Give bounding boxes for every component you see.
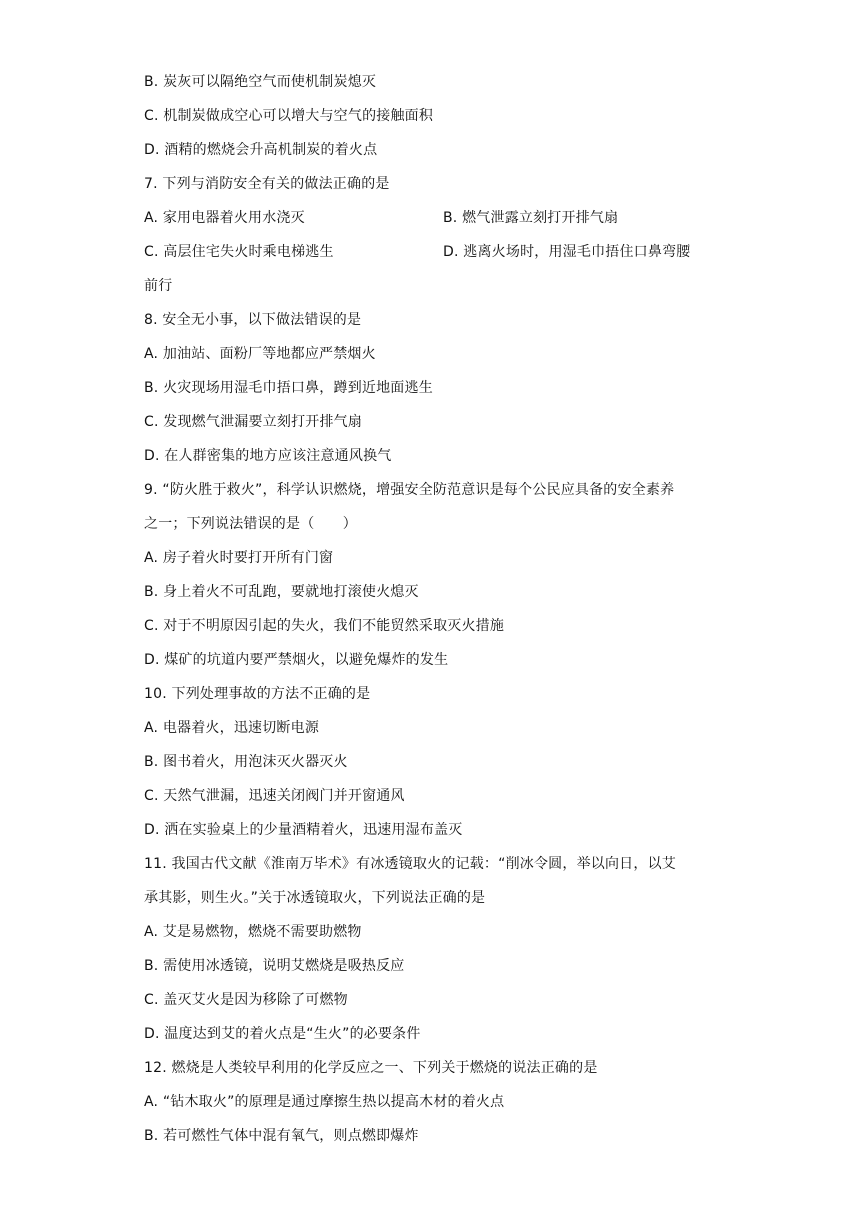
question-8: 8. 安全无小事，以下做法错误的是	[144, 312, 362, 328]
question-10: 10. 下列处理事故的方法不正确的是	[144, 686, 371, 702]
option-a-q12: A. “钻木取火”的原理是通过摩擦生热以提高木材的着火点	[144, 1094, 505, 1110]
option-b-q10: B. 图书着火，用泡沫灭火器灭火	[144, 754, 348, 770]
option-d-q10: D. 洒在实验桌上的少量酒精着火，迅速用湿布盖灭	[144, 822, 463, 838]
option-b-q9: B. 身上着火不可乱跑，要就地打滚使火熄灭	[144, 584, 419, 600]
question-11: 11. 我国古代文献《淮南万毕术》有冰透镜取火的记载：“削冰令圆，举以向日，以艾	[144, 856, 676, 872]
option-b-q8: B. 火灾现场用湿毛巾捂口鼻，蹲到近地面逃生	[144, 380, 433, 396]
question-9: 9. “防火胜于救火”，科学认识燃烧，增强安全防范意识是每个公民应具备的安全素养	[144, 482, 675, 498]
option-c-q9: C. 对于不明原因引起的失火，我们不能贸然采取灭火措施	[144, 618, 505, 634]
option-c-q11: C. 盖灭艾火是因为移除了可燃物	[144, 992, 348, 1008]
option-d-q9: D. 煤矿的坑道内要严禁烟火，以避免爆炸的发生	[144, 652, 449, 668]
option-a-q7: A. 家用电器着火用水浇灭	[144, 210, 305, 226]
option-b-q6: B. 炭灰可以隔绝空气而使机制炭熄灭	[144, 74, 377, 90]
question-9-continued: 之一；下列说法错误的是（ ）	[144, 516, 357, 532]
option-d-q7-continued: 前行	[144, 278, 173, 294]
question-12: 12. 燃烧是人类较早利用的化学反应之一、下列关于燃烧的说法正确的是	[144, 1060, 598, 1076]
option-d-q7: D. 逃离火场时，用湿毛巾捂住口鼻弯腰	[443, 244, 691, 260]
option-b-q12: B. 若可燃性气体中混有氧气，则点燃即爆炸	[144, 1128, 419, 1144]
option-d-q6: D. 酒精的燃烧会升高机制炭的着火点	[144, 142, 378, 158]
question-7: 7. 下列与消防安全有关的做法正确的是	[144, 176, 390, 192]
question-11-continued: 承其影，则生火。”关于冰透镜取火，下列说法正确的是	[144, 890, 486, 906]
option-b-q7: B. 燃气泄露立刻打开排气扇	[443, 210, 619, 226]
option-d-q8: D. 在人群密集的地方应该注意通风换气	[144, 448, 392, 464]
option-b-q11: B. 需使用冰透镜，说明艾燃烧是吸热反应	[144, 958, 405, 974]
option-a-q8: A. 加油站、面粉厂等地都应严禁烟火	[144, 346, 376, 362]
option-c-q10: C. 天然气泄漏，迅速关闭阀门并开窗通风	[144, 788, 405, 804]
option-a-q10: A. 电器着火，迅速切断电源	[144, 720, 320, 736]
option-c-q8: C. 发现燃气泄漏要立刻打开排气扇	[144, 414, 363, 430]
option-a-q11: A. 艾是易燃物，燃烧不需要助燃物	[144, 924, 362, 940]
option-d-q11: D. 温度达到艾的着火点是“生火”的必要条件	[144, 1026, 421, 1042]
option-c-q6: C. 机制炭做成空心可以增大与空气的接触面积	[144, 108, 434, 124]
option-a-q9: A. 房子着火时要打开所有门窗	[144, 550, 334, 566]
option-c-q7: C. 高层住宅失火时乘电梯逃生	[144, 244, 334, 260]
